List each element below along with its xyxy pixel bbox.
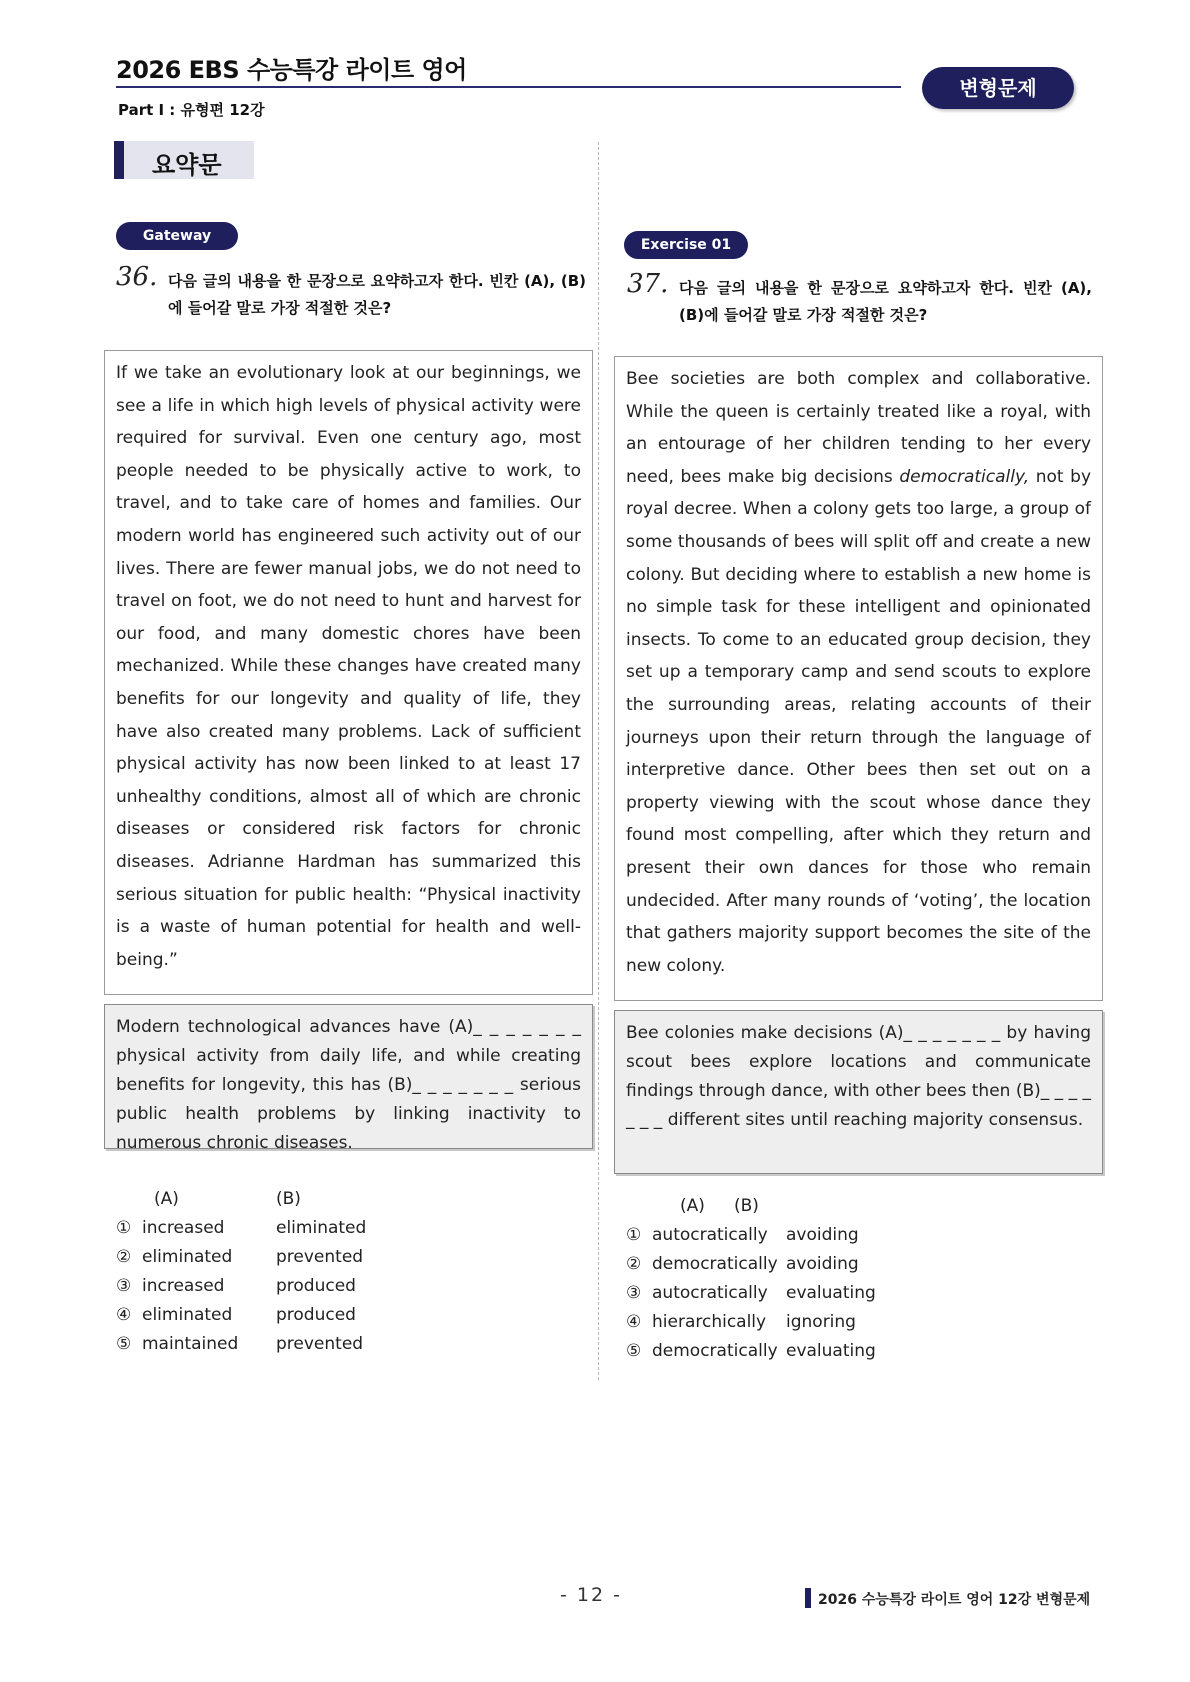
- passage-36-text: If we take an evolutionary look at our beginnings, we see a life in which high levels of physical activity were required for survival. Even one century ago, most people needed to be physically active to work, to travel, and to take care of homes and families. Our modern world has engineered such activity out of our lives. There are fewer manual jobs, we do not need to travel on foot, we do not need to hunt and harvest for our food, and many domestic chores have been mechanized. While these changes have created many benefits for our longevity and quality of life, they have also created many problems. Lack of sufficient physical activity has now been linked to at least 17 unhealthy conditions, almost all of which are chronic diseases or considered risk factors for chronic diseases. Adrianne Hardman has summarized this serious situation for public health: “Physical inactivity is a waste of human potential for health and well-being.”: [116, 363, 581, 970]
- option-b-word: produced: [276, 1305, 356, 1325]
- question-instruction-36: 다음 글의 내용을 한 문장으로 요약하고자 한다. 빈칸 (A), (B)에 들어갈 말로 가장 적절한 것은?: [168, 272, 586, 317]
- answer-option-2[interactable]: [116, 1243, 366, 1272]
- summary-37: [614, 1010, 1103, 1174]
- problem-type-badge: 변형문제: [922, 67, 1074, 109]
- page-number: - 12 -: [560, 1584, 622, 1606]
- answer-option-4[interactable]: [116, 1301, 366, 1330]
- answer-option-3[interactable]: [626, 1279, 876, 1308]
- option-a-word: maintained: [142, 1334, 239, 1354]
- option-b-word: ignoring: [786, 1312, 856, 1332]
- option-number: ②: [626, 1254, 642, 1274]
- answer-option-5[interactable]: [116, 1330, 366, 1359]
- footer-mark: [805, 1588, 811, 1608]
- passage-37-text-end: not by royal decree. When a colony gets too large, a group of some thousands of bees will split off and create a new colony. But deciding where to establish a new home is no simple task for these intelligent and opinionated insects. To come to an educated group decision, they set up a temporary camp and send scouts to explore the surrounding areas, relating accounts of their journeys upon their return through the language of interpretive dance. Other bees then set out on a property viewing with the scout whose dance they found most compelling, after which they return and present their own dances for those who remain undecided. After many rounds of ‘voting’, the location that gathers majority support becomes the site of the new colony.: [626, 466, 1092, 976]
- choices-header: [116, 1185, 366, 1214]
- section-heading-bar: [114, 141, 124, 179]
- book-title: 2026 EBS 수능특강 라이트 영어: [116, 56, 467, 84]
- answer-choices-36: [116, 1185, 366, 1359]
- passage-37-text-start: Bee societies are both complex and collaborative. While the queen is certainly treated like a royal, with an entourage of her children tending to her every need, bees make big decisions: [626, 369, 1091, 487]
- option-a-word: autocratically: [652, 1225, 768, 1245]
- option-number: ③: [116, 1276, 132, 1296]
- option-a-word: increased: [142, 1218, 225, 1238]
- option-b-word: eliminated: [276, 1218, 367, 1238]
- option-a-word: democratically: [652, 1341, 778, 1361]
- section-title: 요약문: [152, 151, 222, 179]
- column-a-header: (A): [154, 1189, 179, 1209]
- column-divider: [598, 142, 599, 1380]
- column-a-header: (A): [680, 1196, 705, 1216]
- option-a-word: democratically: [652, 1254, 778, 1274]
- summary-37-text: Bee colonies make decisions (A)_ _ _ _ _ _ _ by having scout bees explore locations and communicate findings through dance, with other bees then (B)_ _ _ _ _ _ _ different sites until reaching majority consensus.: [626, 1023, 1091, 1130]
- answer-option-4[interactable]: [626, 1308, 876, 1337]
- question-instruction-37: 다음 글의 내용을 한 문장으로 요약하고자 한다. 빈칸 (A), (B)에 들어갈 말로 가장 적절한 것은?: [679, 279, 1092, 324]
- passage-37-italic-word: democratically,: [899, 466, 1030, 487]
- exercise-tag: Exercise 01: [624, 231, 748, 259]
- option-b-word: avoiding: [786, 1254, 859, 1274]
- column-b-header: (B): [734, 1196, 759, 1216]
- gateway-tag: Gateway: [116, 222, 238, 250]
- question-number-37: 37.: [627, 269, 669, 299]
- option-number: ⑤: [116, 1334, 132, 1354]
- answer-option-3[interactable]: [116, 1272, 366, 1301]
- question-number-36: 36.: [116, 262, 158, 292]
- option-number: ①: [626, 1225, 642, 1245]
- option-number: ②: [116, 1247, 132, 1267]
- choices-header: [626, 1192, 876, 1221]
- option-number: ④: [626, 1312, 642, 1332]
- part-label: Part Ⅰ : 유형편 12강: [118, 101, 265, 119]
- passage-37: [614, 356, 1103, 1001]
- answer-option-1[interactable]: [626, 1221, 876, 1250]
- option-number: ⑤: [626, 1341, 642, 1361]
- answer-choices-37: [626, 1192, 876, 1366]
- option-b-word: avoiding: [786, 1225, 859, 1245]
- option-a-word: increased: [142, 1276, 225, 1296]
- option-a-word: eliminated: [142, 1247, 233, 1267]
- answer-option-2[interactable]: [626, 1250, 876, 1279]
- header-rule: [116, 86, 901, 88]
- footer-title: 2026 수능특강 라이트 영어 12강 변형문제: [818, 1592, 1091, 1608]
- option-number: ③: [626, 1283, 642, 1303]
- answer-option-1[interactable]: [116, 1214, 366, 1243]
- option-a-word: hierarchically: [652, 1312, 767, 1332]
- option-b-word: evaluating: [786, 1283, 876, 1303]
- passage-36: [104, 350, 593, 995]
- option-b-word: evaluating: [786, 1341, 876, 1361]
- summary-36-text: Modern technological advances have (A)_ _ _ _ _ _ _ physical activity from daily life, and while creating benefits for longevity, this has (B)_ _ _ _ _ _ _ serious public health problems by linking inactivity to numerous chronic diseases.: [116, 1017, 581, 1153]
- answer-option-5[interactable]: [626, 1337, 876, 1366]
- option-b-word: prevented: [276, 1334, 364, 1354]
- option-b-word: produced: [276, 1276, 356, 1296]
- option-number: ④: [116, 1305, 132, 1325]
- option-b-word: prevented: [276, 1247, 364, 1267]
- summary-36: [104, 1004, 593, 1153]
- option-a-word: autocratically: [652, 1283, 768, 1303]
- option-a-word: eliminated: [142, 1305, 233, 1325]
- option-number: ①: [116, 1218, 132, 1238]
- column-b-header: (B): [276, 1189, 301, 1209]
